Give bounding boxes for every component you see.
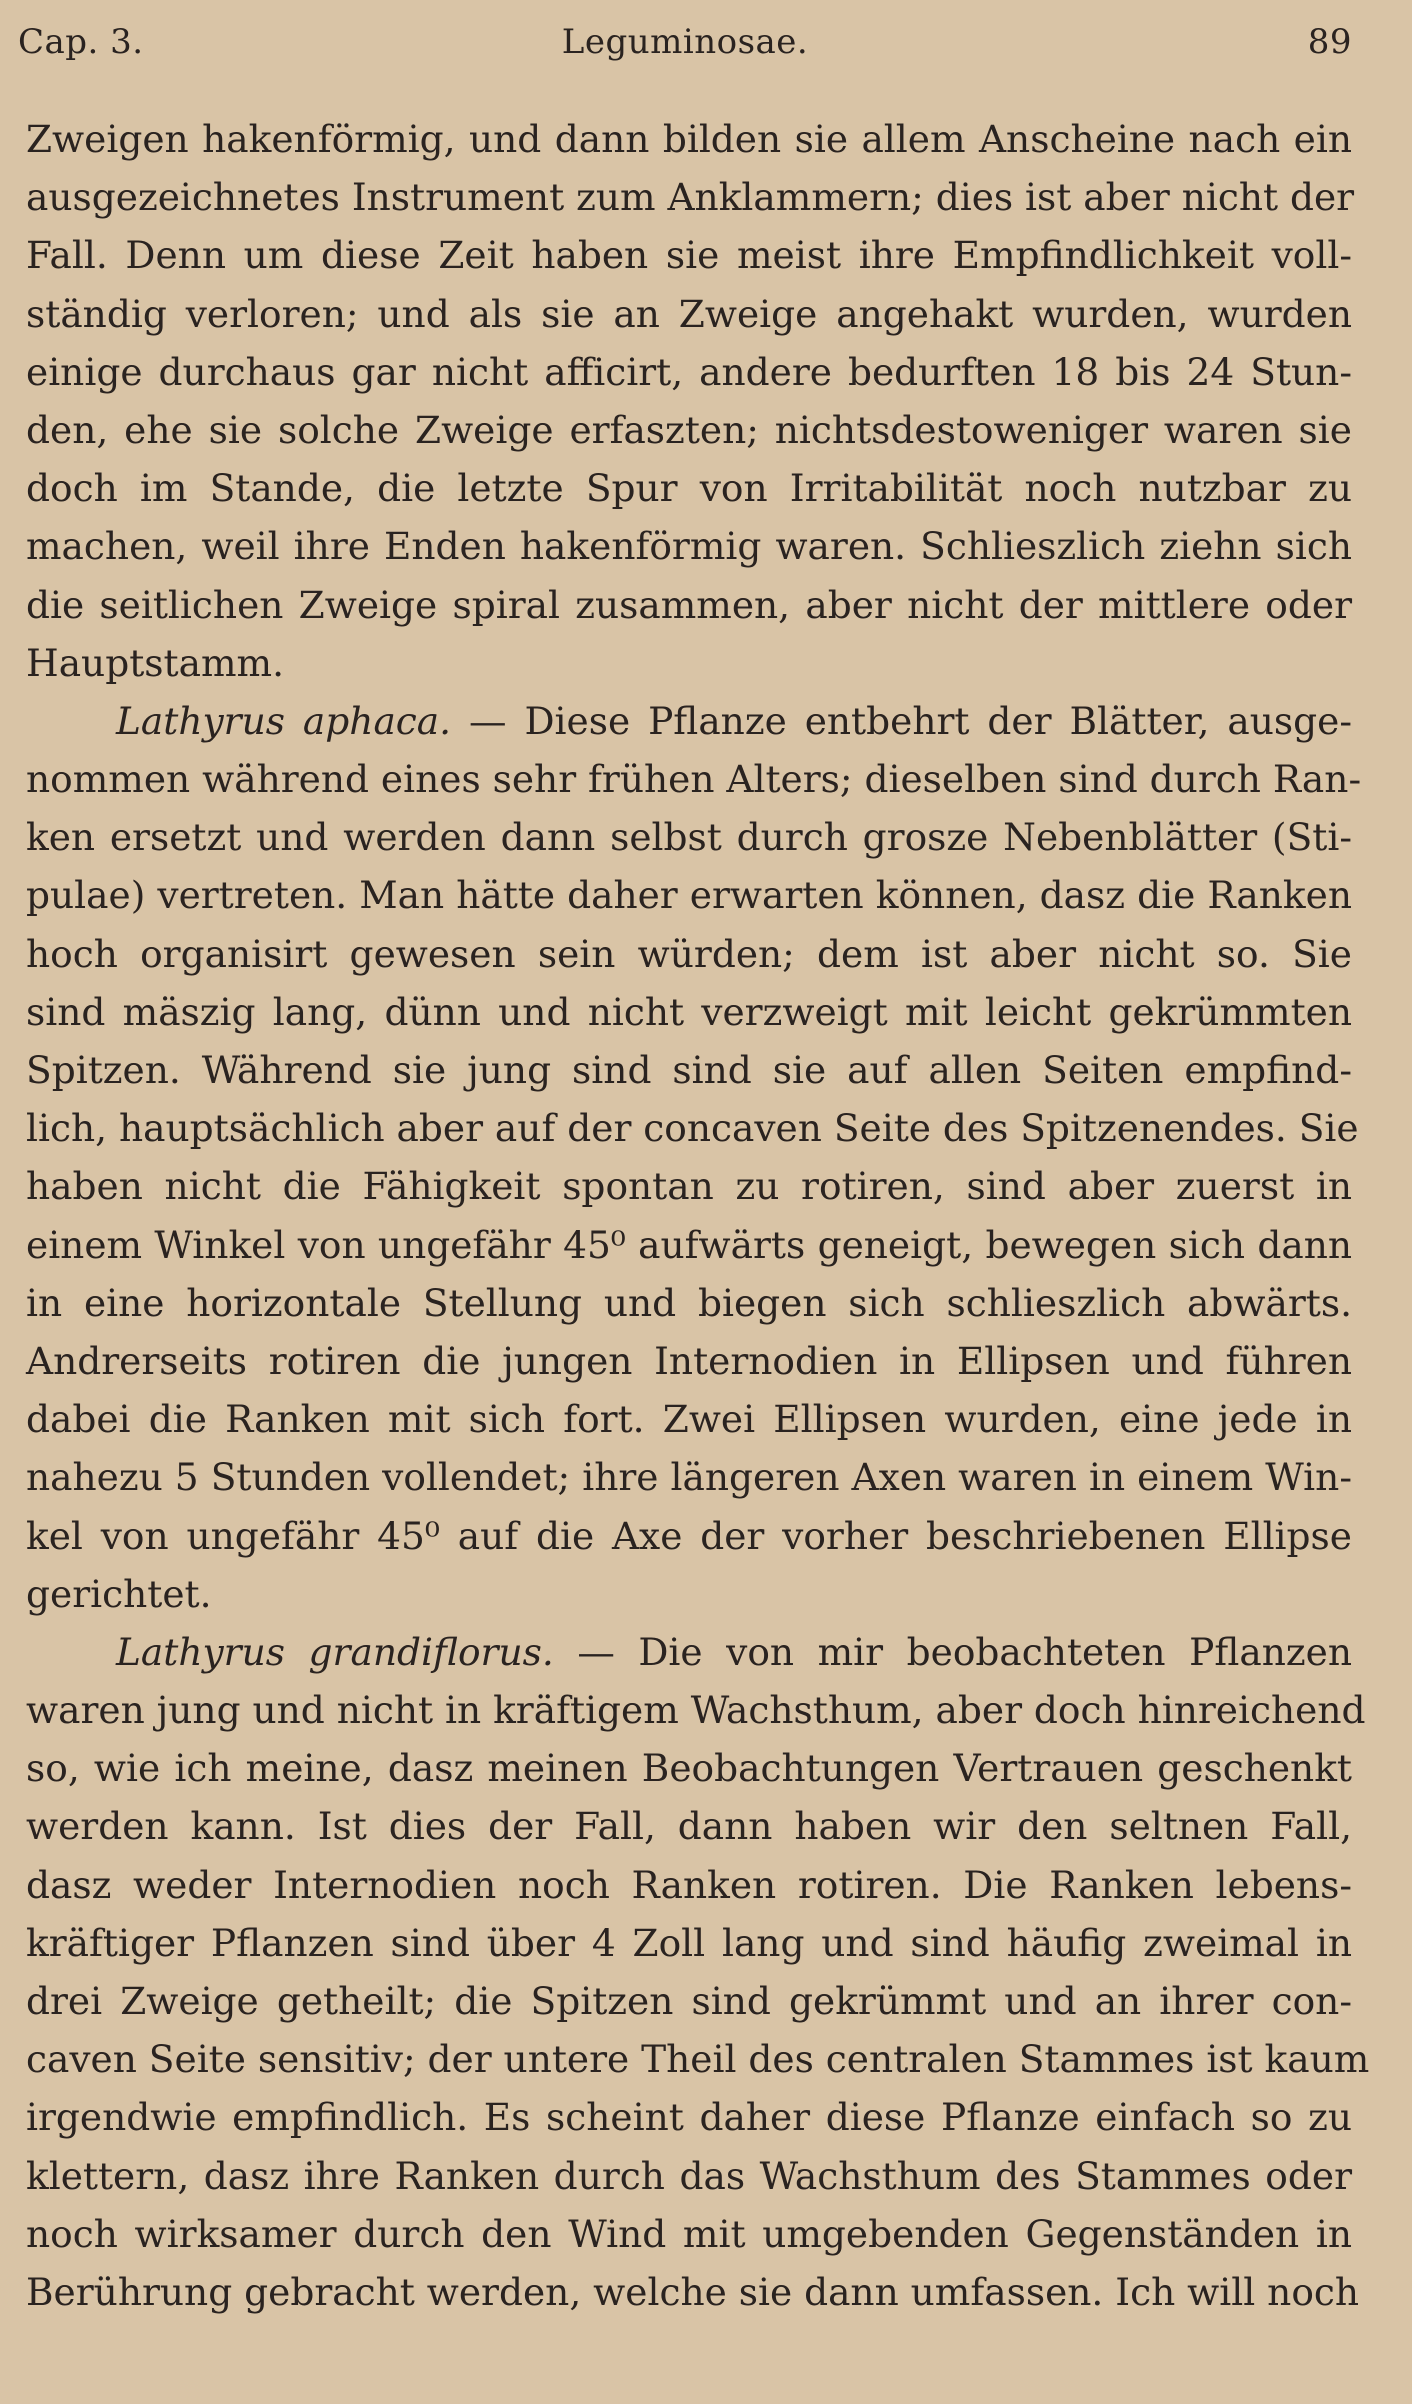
text-line: Andrerseits rotiren die jungen Internodien in Ellipsen und führen: [26, 1338, 1352, 1383]
text-line: doch im Stande, die letzte Spur von Irritabilität noch nutzbar zu: [26, 466, 1352, 511]
text-line: die seitlichen Zweige spiral zusammen, aber nicht der mittlere oder: [26, 582, 1352, 627]
text-line: kel von ungefähr 45⁰ auf die Axe der vorher beschriebenen Ellipse: [26, 1513, 1352, 1558]
text-line: klettern, dasz ihre Ranken durch das Wachsthum des Stammes oder: [26, 2153, 1352, 2198]
text-line: waren jung und nicht in kräftigem Wachsthum, aber doch hinreichend: [26, 1688, 1366, 1733]
paragraph-lathyrus-grandiflorus: [26, 1623, 1370, 2321]
text-line: Zweigen hakenförmig, und dann bilden sie allem Anscheine nach ein: [26, 117, 1352, 161]
paragraph-lathyrus-aphaca: [26, 692, 1362, 1623]
text-line: ausgezeichnetes Instrument zum Anklammern; dies ist aber nicht der: [26, 175, 1355, 220]
chapter-label: Cap. 3.: [18, 22, 144, 62]
text-line: Berührung gebracht werden, welche sie dann umfassen. Ich will noch: [26, 2269, 1360, 2314]
text-line: sind mäszig lang, dünn und nicht verzweigt mit leicht gekrümmten: [26, 989, 1352, 1034]
text-line: ken ersetzt und werden dann selbst durch grosze Nebenblätter (Sti-: [26, 815, 1352, 860]
text-line: drei Zweige getheilt; die Spitzen sind gekrümmt und an ihrer con-: [26, 1979, 1352, 2023]
text-line: einem Winkel von ungefähr 45⁰ aufwärts geneigt, bewegen sich dann: [26, 1222, 1352, 1267]
text-line: pulae) vertreten. Man hätte daher erwarten können, dasz die Ranken: [26, 873, 1352, 918]
text-line: Hauptstamm.: [26, 640, 284, 685]
text-line: noch wirksamer durch den Wind mit umgebenden Gegenständen in: [26, 2211, 1352, 2256]
species-name: Lathyrus grandiflorus.: [116, 1629, 554, 1674]
text-line: werden kann. Ist dies der Fall, dann haben wir den seltnen Fall,: [26, 1804, 1352, 1849]
text-line: einige durchaus gar nicht afficirt, andere bedurften 18 bis 24 Stun-: [26, 349, 1352, 394]
text-line: caven Seite sensitiv; der untere Theil des centralen Stammes ist kaum: [26, 2037, 1370, 2082]
text-line: Spitzen. Während sie jung sind sind sie auf allen Seiten empfind-: [26, 1048, 1352, 1092]
text-line: [26, 1623, 1352, 1681]
body-text: [26, 110, 1370, 2321]
text-line: gerichtet.: [26, 1571, 212, 1616]
text-line: kräftiger Pflanzen sind über 4 Zoll lang und sind häufig zweimal in: [26, 1920, 1352, 1965]
page-number: 89: [1307, 22, 1352, 62]
text-fragment: — Die von mir beobachteten Pflanzen: [553, 1629, 1352, 1674]
paragraph-1: [26, 110, 1355, 692]
text-line: dabei die Ranken mit sich fort. Zwei Ellipsen wurden, eine jede in: [26, 1397, 1352, 1442]
text-line: Fall. Denn um diese Zeit haben sie meist ihre Empfindlichkeit voll-: [26, 233, 1352, 278]
running-header: [18, 22, 1352, 72]
text-line: haben nicht die Fähigkeit spontan zu rotiren, sind aber zuerst in: [26, 1164, 1352, 1209]
text-line: nommen während eines sehr frühen Alters; dieselben sind durch Ran-: [26, 757, 1362, 802]
text-line: den, ehe sie solche Zweige erfaszten; nichtsdestoweniger waren sie: [26, 407, 1352, 452]
text-line: ständig verloren; und als sie an Zweige angehakt wurden, wurden: [26, 291, 1352, 336]
text-line: hoch organisirt gewesen sein würden; dem ist aber nicht so. Sie: [26, 931, 1352, 976]
text-line: so, wie ich meine, dasz meinen Beobachtungen Vertrauen geschenkt: [26, 1746, 1352, 1791]
text-line: lich, hauptsächlich aber auf der concaven Seite des Spitzenendes. Sie: [26, 1106, 1359, 1151]
text-line: dasz weder Internodien noch Ranken rotiren. Die Ranken lebens-: [26, 1862, 1352, 1907]
text-line: nahezu 5 Stunden vollendet; ihre längeren Axen waren in einem Win-: [26, 1455, 1352, 1500]
text-fragment: — Diese Pflanze entbehrt der Blätter, ausge-: [451, 698, 1352, 743]
text-line: in eine horizontale Stellung und biegen sich schlieszlich abwärts.: [26, 1280, 1352, 1325]
section-title: Leguminosae.: [561, 22, 809, 62]
text-line: machen, weil ihre Enden hakenförmig waren. Schlieszlich ziehn sich: [26, 524, 1352, 569]
text-line: irgendwie empfindlich. Es scheint daher diese Pflanze einfach so zu: [26, 2095, 1352, 2140]
species-name: Lathyrus aphaca.: [116, 698, 452, 743]
text-line: [26, 692, 1352, 750]
